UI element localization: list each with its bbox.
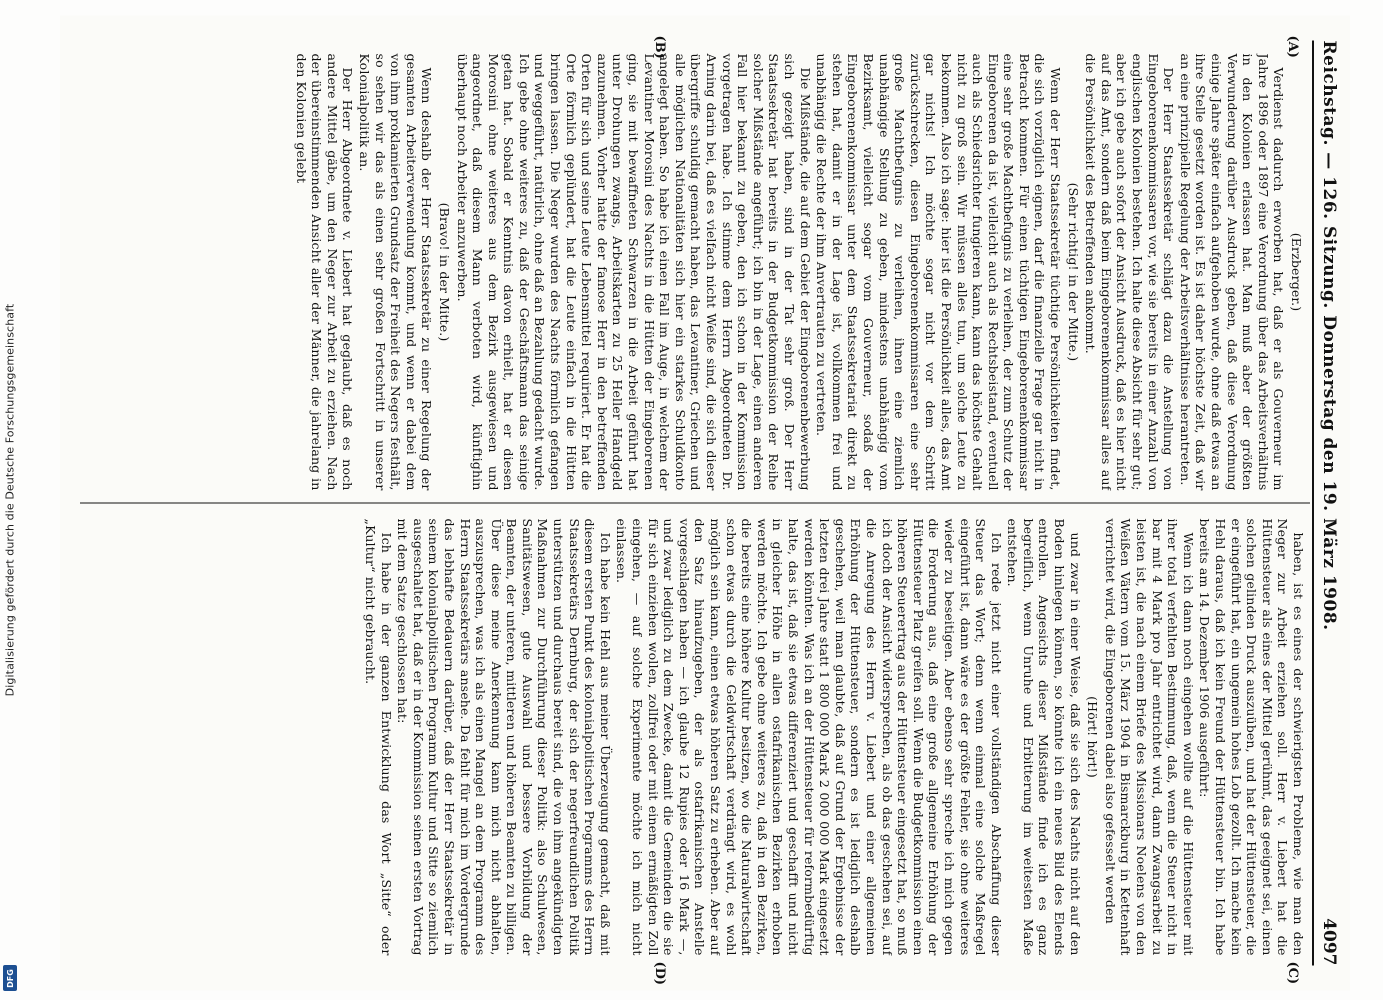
body-paragraph: Ich rede jetzt nicht einer vollständigen Abschaffung dieser Steuer das Wort; denn wenn einmal eine solche Maßregel eingeführt ist, dann wäre es der größte Fehler, sie ohne weiteres wieder zu beseitigen. Aber ebenso sehr spreche ich mich gegen die Forderung aus, daß eine große allgemeine Erhöhung der Hüttensteuer Platz greifen soll. Wenn die Budgetkommission einen höheren Steuerertrag aus der Hüttensteuer eingesetzt hat, so muß ich doch der Ansicht widersprechen, als ob das geschehen sei, auf die Anregung des Herrn v. Liebert und einer allgemeinen Erhöhung der Hüttensteuer, sondern es ist lediglich deshalb geschehen, weil man glaubte, daß auf Grund der Ergebnisse der letzten drei Jahre statt 1 800 000 Mark 2 000 000 Mark eingesetzt werden könnten. Was ich an der Hüttensteuer für reformbedürftig halte, das ist, daß sie etwas differenziert und geschafft und nicht in gleicher Höhe in allen ostafrikanischen Bezirken erhoben werden möchte. Ich gebe ohne weiteres zu, daß in den Bezirken, die bereits eine höhere Kultur besitzen, wo die Naturalwirtschaft schon etwas durch die Geldwirtschaft verdrängt wird, es wohl möglich sein kann, einen etwas höheren Satz zu erheben. Aber auf den Satz hinaufzugeben, der als ostafrikanischen Anstelle vorgeschlagen haben — ich glaube 12 Rupies oder 16 Mark —, und zwar lediglich zu dem Zwecke, damit die Gemeinden die sie für sich einziehen wollen, zollfrei oder mit einem ermäßigten Zoll eingehen, — auf solche Experimente möchte ich mich nicht einlassen. bbox=[614, 518, 1004, 955]
body-paragraph: und zwar in einer Weise, daß sie sich des Nachts nicht auf den Boden hinlegen können, so könnte ich ein neues Bild des Elends entrollen. Angesichts dieser Mißstände finde ich es ganz begreiflich, wenn Unruhe und Erbitterung im weitesten Maße entstehen. bbox=[1005, 518, 1083, 955]
body-paragraph: Ich habe kein Hehl aus meiner Überzeugung gemacht, daß mit diesem ersten Punkt des kolonialpolitischen Programms des Herrn Staatssekretärs Dernburg, der sich der negerfreundlichen Politik unterstützen und durchaus bereit sind, die von ihm angekündigten Maßnahmen zur Durchführung dieser Politik: also Schulwesen, Sanitätswesen, gute Auswahl und bessere Vorbildung der Beamten, der unteren, mittleren und höheren Beamten zu billigen. Über diese meine Anerkennung kann mich nicht abhalten, auszusprechen, was ich als einen Mangel an dem Programm des Herrn Staatssekretärs ansehe. Da fehlt für mich im Vordergrunde das lebhafte Bedauern darüber, daß der Herr Staatssekretär in seinem kolonialpolitischen Programm Kultur und Sitte so ziemlich ausgeschaltet hat, daß er in der Kommission seinen ersten Vortrag mit dem Satze geschlossen hat: bbox=[395, 518, 613, 955]
body-paragraph: Wenn ich dann noch eingehen wollte auf die Hüttensteuer mit ihrer total verfehlten Bestimmung, daß, wenn die Steuer nicht in bar mit 4 Mark pro Jahr entrichtet wird, dann Zwangsarbeit zu leisten ist, die nach einem Briefe des Missionars Noelens von den Weißen Vätern vom 15. März 1904 in Bismarckburg in Kettenhaft verrichtet wird, die Eingeborenen dabei also gefesselt werden bbox=[1102, 518, 1196, 955]
interjection-text: (Bravo! in der Mitte.) bbox=[436, 202, 452, 341]
dfg-logo-icon bbox=[3, 965, 17, 991]
newspaper-page bbox=[60, 15, 1350, 990]
page-number: 4097 bbox=[1319, 917, 1339, 965]
margin-marker-a: (A) bbox=[1285, 35, 1300, 58]
column-divider bbox=[80, 502, 1310, 503]
interjection-text: (Erzberger.) bbox=[1289, 232, 1304, 311]
interjection-text: (Hört! hört!) bbox=[1085, 695, 1101, 778]
header-rule bbox=[1312, 40, 1314, 965]
rotated-page-wrapper bbox=[60, 15, 1350, 990]
body-paragraph: Wenn deshalb der Herr Staatssekretär zu einer Regelung der gesamten Arbeiterverwendung kommt, und wenn er dabei dem von ihm proklamierten Grundsatz der Freiheit des Negers festhält, so sehen wir das als einen sehr großen Fortschritt in unserer Kolonialpolitik an. bbox=[356, 53, 435, 490]
body-paragraph: Der Herr Staatssekretär schlägt dazu die Anstellung von Eingeborenenkommissaren vor, wie sie bereits in einer Anzahl von englischen Kolonien bestehen. Ich halte diese Absicht für sehr gut; aber ich gebe auch sofort der Ansicht Ausdruck, daß es hier nicht auf das Amt, sondern daß beim Eingeborenenkommissar alles auf die Persönlichkeit des Betreffenden ankommt. bbox=[1083, 53, 1177, 490]
body-paragraph: Wenn der Herr Staatssekretär tüchtige Persönlichkeiten findet, die sich vorzüglich eignen, darf die finanzielle Frage gar nicht in Betracht kommen. Für einen tüchtigen Eingeborenenkommissar eine sehr große Machtbefugnis zu verleihen, der zum Schutz der Eingeborenen da ist, vielleicht auch als Rechtsbeistand, eventuell auch als Schiedsrichter fungieren kann, kann das höchste Gehalt nicht zu groß sein. Wir müssen alles tun, um solche Leute zu bekommen. Also ich sage: hier ist die Persönlichkeit alles, das Amt gar nichts! Ich möchte sogar nicht vor dem Schritt zurückschrecken, diesen Eingeborenenkommissaren eine sehr große Machtbefugnis zu verleihen, ihnen eine ziemlich unabhängige Stellung zu geben, mindestens unabhängig vom Bezirksamt, vielleicht sogar vom Gouverneur, sodaß der Eingeborenenkommissar unter dem Staatssekretariat direkt zu stehen hat, damit er in der Lage ist, vollkommen frei und unabhängig die Rechte der ihm Anvertrauten zu vertreten. bbox=[814, 53, 1064, 490]
page-header bbox=[1316, 40, 1342, 965]
left-column bbox=[80, 53, 1306, 490]
body-paragraph: Ich habe in der ganzen Entwicklung das Wort „Sitte“ oder „Kultur“ nicht gebraucht. bbox=[362, 518, 394, 955]
margin-marker-c: (C) bbox=[1285, 961, 1300, 984]
credit-text: Digitalisierung gefördert durch die Deutsche Forschungsgemeinschaft bbox=[3, 303, 17, 697]
body-paragraph: Die Mißstände, die auf dem Gebiet der Eingeborenenbewerbung sich gezeigt haben, sind in der Tat sehr groß. Der Herr Staatssekretär hat bereits in der Budgetkommission der Reihe solcher Mißstände angeführt; ich bin in der Lage, einen anderen Fall hier bekannt zu geben, den ich schon in der Kommission vorgetragen habe. Ich stimme dem Herrn Abgeordneten Dr. Arning darin bei, daß es vielfach nicht Weiße sind, die sich dieser übergriffe schuldig gemacht haben, das Levantiner, Griechen und alle möglichen Nationalitäten sich hier ein starkes Schuldkonto angelegt haben. So habe ich einen Fall im Auge, in welchem der Levantiner Morosini des Nachts in die Hütten der Eingeborenen ging, sie mit bewaffneten Schwarzen in die Arbeit geführt hat unter Drohungen zwangs, Arbeitskarten zu 25 Heller Handgeld anzunehmen. Vorher hatte der famose Herr in den betreffenden Orten für sich und seine Leute Lebensmittel requiriert. Er hat die Orte förmlich geplündert, hat die Leute einfach in die Hütten bringen lassen. Die Neger wurden des Nachts förmlich gefangen und weggeführt, natürlich, ohne daß an Bezahlung gedacht wurde. Ich gebe ohne weiteres zu, daß der Geschäftsmann das seinige getan hat. Sobald er Kenntnis davon erhielt, hat er diesen Morosini ohne weiteres aus dem Bezirk ausgewiesen und angeordnet, daß diesem Mann verboten wird, künftighin überhaupt noch Arbeiter anzuwerben. bbox=[454, 53, 813, 490]
margin-marker-b: (B) bbox=[652, 35, 667, 59]
margin-marker-d: (D) bbox=[652, 961, 667, 985]
right-column bbox=[80, 518, 1306, 955]
body-paragraph: haben, ist es eines der schwierigsten Probleme, wie man den Neger zur Arbeit erziehen soll. Herr v. Liebert hat die Hüttensteuer als eines der Mittel gerühmt, das geeignet sei, einen solchen gelinden Druck auszuüben, und hat der Hüttensteuer, die er eingeführt hat, ein ungemein hohes Lob gezollt. Ich mache kein Hehl daraus, daß ich kein Freund der Hüttensteuer bin. Ich habe bereits am 14. Dezember 1906 ausgeführt: bbox=[1197, 518, 1306, 955]
interjection-text: (Sehr richtig! in der Mitte.) bbox=[1065, 182, 1081, 361]
body-paragraph: Der Herr Abgeordnete v. Liebert hat geglaubt, daß es noch andere Mittel gäbe, um den Neger zur Arbeit zu erziehen. Nach der übereinstimmenden Ansicht aller der Männer, die jahrelang in den Kolonien gelebt bbox=[293, 53, 356, 490]
body-paragraph: Verdienst dadurch erworben hat, daß er als Gouverneur im Jahre 1896 oder 1897 eine Verordnung über das Arbeitsverhältnis in den Kolonien erlassen hat. Man muß aber der größten Verwunderung darüber Ausdruck geben, daß diese Verordnung einige Jahre später einfach aufgehoben wurde, ohne daß etwas an ihre Stelle gesetzt worden ist. Es ist daher höchste Zeit, daß wir an eine prinzipielle Regelung der Arbeitsverhältnisse herantreten. bbox=[1177, 53, 1287, 490]
dfg-logo-label: DFG bbox=[5, 968, 15, 988]
header-title: Reichstag. — 126. Sitzung. Donnerstag den 19. März 1908. bbox=[1319, 40, 1339, 631]
digitization-credit bbox=[0, 0, 20, 1000]
